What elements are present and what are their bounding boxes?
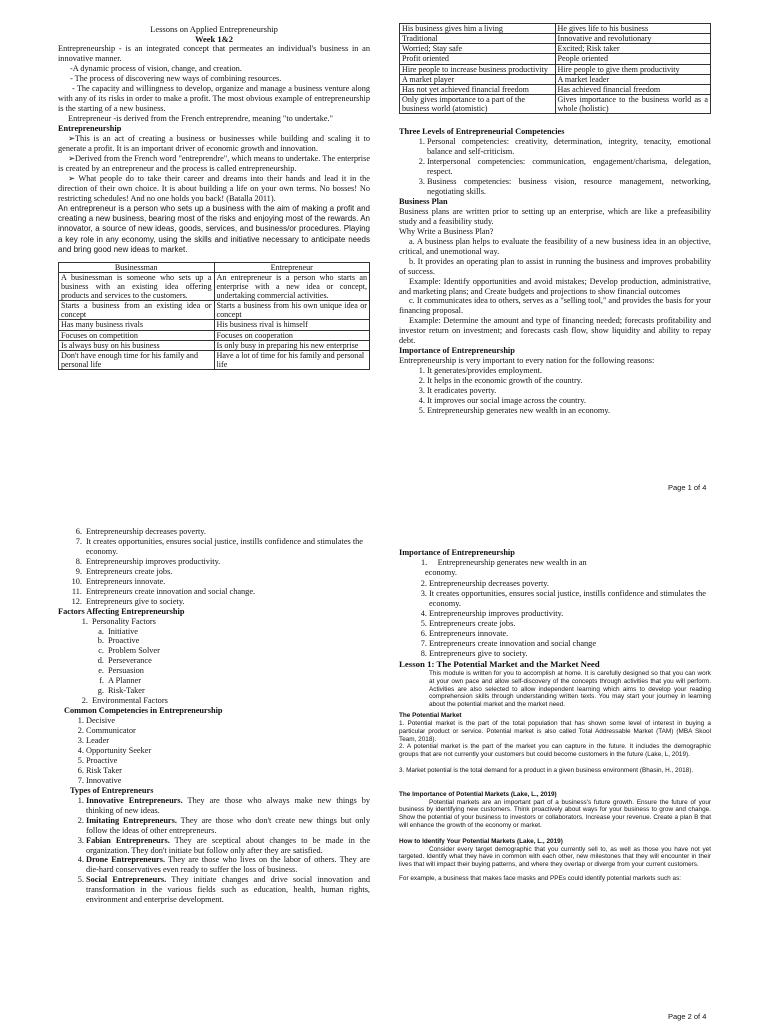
list-letter: g.	[97, 686, 104, 696]
list-item: 2. Environmental Factors	[72, 696, 370, 706]
list-item	[88, 666, 370, 676]
lesson-intro: This module is written for you to accomplish at home. It is carefully designed so that you can work at your own pace and allow self-discovery of the concepts through activities that you will perform. Activities are also selected to allow independent learning which aims to develop your reading comprehension skills through understanding written texts. You may start your journey in learning about the potential market and the market need.	[429, 670, 711, 709]
entrepreneur-derivation: Entrepreneur -is derived from the French entreprendre, meaning "to undertake."	[68, 114, 334, 124]
personality-factors-label: Personality Factors	[92, 616, 156, 626]
entrepreneurship-heading: Entrepreneurship	[58, 124, 122, 133]
list-text: Entrepreneurship decreases poverty.	[86, 527, 206, 536]
table-cell: Hire people to give them productivity	[555, 64, 711, 74]
list-text: Problem Solver	[108, 646, 160, 656]
list-text: Entrepreneurship generates new wealth in an	[437, 557, 587, 567]
business-plan-heading: Business Plan	[399, 196, 448, 206]
list-item: 2. It helps in the economic growth of the country.	[427, 376, 711, 386]
list-item	[88, 686, 370, 696]
page2-right-column	[399, 548, 711, 883]
week-label: Week 1&2	[194, 34, 233, 45]
table-row	[400, 74, 711, 84]
table-cell: Has many business rivals	[59, 320, 215, 330]
identify-markets-heading: How to Identify Your Potential Markets (Lake, L., 2019)	[399, 837, 563, 845]
list-number: 12.	[71, 596, 82, 606]
table-row	[400, 84, 711, 94]
list-item: 5. Entrepreneurship generates new wealth in an economy.	[427, 406, 711, 416]
list-item	[66, 577, 370, 587]
column-header: Businessman	[59, 262, 215, 272]
list-item: 1. It generates/provides employment.	[427, 366, 711, 376]
table-cell: His business gives him a living	[400, 24, 556, 34]
list-item: 5. Entrepreneurs create jobs.	[429, 619, 711, 629]
list-item	[88, 676, 370, 686]
why-item: a. A business plan helps to evaluate the feasibility of a new business idea in an objective, critical, and unemotional way.	[399, 236, 711, 256]
potential-market-heading: The Potential Market	[399, 712, 462, 720]
table-cell: Don't have enough time for his family and personal life	[59, 350, 215, 369]
list-number: 7.	[75, 536, 82, 546]
importance-list-continued	[58, 527, 370, 607]
importance-potential-markets-heading: The Importance of Potential Markets (Lake, L., 2019)	[399, 790, 557, 798]
list-text: Proactive	[108, 636, 140, 646]
table-cell: He gives life to his business	[555, 24, 711, 34]
lesson-title: Lessons on Applied Entrepreneurship	[150, 24, 278, 34]
list-number: 10.	[71, 576, 82, 586]
list-item	[88, 656, 370, 666]
table-row	[400, 94, 711, 113]
potential-market-item: 1. Potential market is the part of the total population that has shown some level of interest in buying a particular product or service. Potential market is also called Total Addressable Market (TAM) (MBA Skool Team, 2018).	[399, 719, 711, 743]
table-row	[59, 330, 370, 340]
list-item: 3. It creates opportunities, ensures social justice, instills confidence and stimulates the economy.	[429, 589, 711, 609]
list-text: Perseverance	[108, 656, 152, 666]
importance-heading: Importance of Entrepreneurship	[399, 346, 515, 356]
table-cell: His business rival is himself	[214, 320, 370, 330]
table-cell: Worried; Stay safe	[400, 44, 556, 54]
table-row	[400, 54, 711, 64]
factors-heading: Factors Affecting Entrepreneurship	[58, 606, 185, 616]
list-item	[66, 587, 370, 597]
table-row	[59, 340, 370, 350]
definition-item: - The capacity and willingness to develop, organize and manage a business venture along with any of its risks in order to make a profit. The most obvious example of entrepreneurship is the starting of a new business.	[58, 84, 370, 114]
list-item	[66, 557, 370, 567]
list-text: Persuasion	[108, 666, 144, 676]
list-item: 1. Personal competencies: creativity, determination, integrity, tenacity, emotional balance and self-criticism.	[427, 137, 711, 157]
table-cell: Innovative and revolutionary	[555, 34, 711, 44]
list-item	[86, 796, 370, 816]
list-item	[66, 597, 370, 607]
importance-intro: Entrepreneurship is very important to every nation for the following reasons:	[399, 356, 655, 366]
business-plan-paragraph: Business plans are written prior to setting up an enterprise, which are like a prefeasibility study and a feasibility study.	[399, 206, 711, 226]
entrepreneurship-bullet: ➢ What people do to take their career and dreams into their hands and lead it in the direction of their own choice. It is about building a life on your own terms. No bosses! No restricting schedules! And no one holds you back! (Batalla 2011).	[58, 173, 370, 203]
entrepreneurship-bullet: ➢Derived from the French word "entreprendre", which means to undertake. The enterprise is created by an entrepreneur and the process is called entrepreneurship.	[58, 153, 370, 173]
column-header: Entrepreneur	[214, 262, 370, 272]
importance-heading: Importance of Entrepreneurship	[399, 548, 515, 557]
list-text: Entrepreneurship improves productivity.	[86, 556, 221, 566]
list-item	[88, 636, 370, 646]
environmental-factors-label: Environmental Factors	[92, 696, 168, 706]
list-text: Risk-Taker	[108, 686, 145, 696]
table-row	[59, 320, 370, 330]
list-text: A Planner	[108, 676, 141, 686]
example-paragraph: For example, a business that makes face masks and PPEs could identify potential markets such as:	[399, 875, 682, 883]
entrepreneur-paragraph: An entrepreneur is a person who sets up a business with the aim of making a profit and creating a new business, bearing most of the risks and enjoying most of the rewards. An innovator, a source of new ideas, goods, services, and business/or procedures. Playing a key role in any economy, using the skills and initiative necessary to anticipate needs and bring good new ideas to market.	[58, 203, 370, 255]
why-example: Example: Determine the amount and type of financing needed; forecasts profitability and investor return on investment; and forecasts cash flow, show liquidity and ability to repay debt.	[399, 316, 711, 346]
list-item: 3. Business competencies: business vision, resource management, networking, negotiating skills.	[427, 177, 711, 197]
list-text: Entrepreneurs create innovation and social change.	[86, 586, 256, 596]
list-item	[88, 646, 370, 656]
identify-markets-paragraph: Consider every target demographic that you currently sell to, as well as those you have not yet targeted. Identify what they have in common with each other, new milestones that they will encounter in their lives that will impact their buying patterns, and where they overlap or diverge from your current customers.	[399, 845, 711, 869]
table-row	[400, 44, 711, 54]
list-letter: a.	[98, 626, 104, 636]
list-item	[86, 855, 370, 875]
table-row	[400, 64, 711, 74]
table-row	[59, 301, 370, 320]
list-item	[66, 527, 370, 537]
page1-left-column	[58, 24, 370, 370]
importance-first-item-continued: economy.	[425, 567, 457, 577]
definition-item: - The process of discovering new ways of combining resources.	[70, 74, 282, 84]
table-cell: Hire people to increase business productivity	[400, 64, 556, 74]
table-cell: Excited; Risk taker	[555, 44, 711, 54]
list-text: Entrepreneurs innovate.	[86, 576, 166, 586]
table-cell: Focuses on cooperation	[214, 330, 370, 340]
table-cell: Gives importance to the business world as a whole (holistic)	[555, 94, 711, 113]
type-name: Social Entrepreneurs.	[86, 875, 167, 885]
table-cell: A businessman is someone who sets up a business with an existing idea offering products and services to the customers.	[59, 272, 215, 300]
list-item: 6. Risk Taker	[86, 766, 370, 776]
table-cell: Has not yet achieved financial freedom	[400, 84, 556, 94]
list-item: 4. Opportunity Seeker	[86, 746, 370, 756]
type-name: Fabian Entrepreneurs.	[86, 835, 170, 845]
table-cell: Only gives importance to a part of the business world (atomistic)	[400, 94, 556, 113]
competencies-list	[58, 716, 370, 786]
table-cell: Profit oriented	[400, 54, 556, 64]
table-cell: Has achieved financial freedom	[555, 84, 711, 94]
table-cell: Traditional	[400, 34, 556, 44]
why-item: b. It provides an operating plan to assist in running the business and improves probability of success.	[399, 256, 711, 276]
page-number: Page 1 of 4	[668, 483, 707, 492]
table-cell: Starts a business from his own unique idea or concept	[214, 301, 370, 320]
list-item: 1. Decisive	[86, 716, 370, 726]
table-cell: A market leader	[555, 74, 711, 84]
list-item: 7. Innovative	[86, 776, 370, 786]
importance-list	[399, 579, 711, 659]
list-item: 2. Entrepreneurship decreases poverty.	[429, 579, 711, 589]
page-number: Page 2 of 4	[668, 1012, 707, 1021]
list-item	[86, 836, 370, 856]
factors-list	[58, 617, 370, 707]
list-item: 4. It improves our social image across the country.	[427, 396, 711, 406]
lesson-heading: Lesson 1: The Potential Market and the Market Need	[399, 659, 600, 670]
page1-right-column	[399, 23, 711, 416]
page2-left-column	[58, 527, 370, 905]
why-heading: Why Write a Business Plan?	[399, 226, 494, 236]
table-cell: Is always busy on his business	[59, 340, 215, 350]
list-number: 11.	[71, 586, 82, 596]
businessman-vs-entrepreneur-table	[58, 262, 370, 371]
list-item	[66, 567, 370, 577]
competencies-heading: Common Competencies in Entrepreneurship	[64, 706, 223, 716]
list-number: 6.	[75, 527, 82, 536]
three-levels-heading: Three Levels of Entrepreneurial Competencies	[399, 127, 565, 137]
type-name: Imitating Entrepreneurs.	[86, 815, 177, 825]
table-row	[400, 24, 711, 34]
list-item: 4. Entrepreneurship improves productivity.	[429, 609, 711, 619]
list-item: 2. Interpersonal competencies: communication, engagement/charisma, delegation, respect.	[427, 157, 711, 177]
table-cell: Focuses on competition	[59, 330, 215, 340]
types-list	[58, 796, 370, 905]
type-description: They are sceptical about changes to be made in the organization. They don't initiate but follow only after they are satisfied.	[86, 835, 371, 855]
personality-sublist	[72, 627, 370, 697]
table-cell: An entrepreneur is a person who starts an enterprise with a new idea or concept, undertaking commercial activities.	[214, 272, 370, 300]
importance-potential-markets-paragraph: Potential markets are an important part of a business's future growth. Ensure the future of your business by identifying new customers. Think proactively about ways for your business to grow and change. Show the potential of your business to investors or collaborators. Increase your revenue. Create a plan B that will enhance the growth of the economy or market.	[399, 798, 711, 830]
type-description: They initiate changes and drive social innovation and transformation in the various fields such as education, health, human rights, environment and enterprise development.	[86, 875, 370, 905]
list-number: 8.	[75, 556, 82, 566]
list-letter: b.	[97, 636, 104, 646]
potential-market-item: 3. Market potential is the total demand for a product in a given business environment (Bhasin, H., 2018).	[399, 766, 694, 774]
list-item: 3. It eradicates poverty.	[427, 386, 711, 396]
list-item	[88, 627, 370, 637]
list-item: 8. Entrepreneurs give to society.	[429, 649, 711, 659]
list-letter: c.	[98, 646, 104, 656]
table-cell: Have a lot of time for his family and personal life	[214, 350, 370, 369]
table-cell: A market player	[400, 74, 556, 84]
potential-market-item: 2. A potential market is the part of the market you can capture in the future. It includes the demographic groups that are not currently your customers but could become customers in the future (Lake, L, 2019).	[399, 743, 711, 759]
three-levels-list	[399, 137, 711, 197]
list-letter: d.	[97, 656, 104, 666]
list-item: 5. Proactive	[86, 756, 370, 766]
table-cell: Is only busy in preparing his new enterprise	[214, 340, 370, 350]
types-heading: Types of Entrepreneurs	[70, 785, 154, 795]
list-letter: e.	[98, 666, 104, 676]
list-text: Initiative	[108, 626, 138, 636]
list-text: It creates opportunities, ensures social justice, instills confidence and stimulates the economy.	[86, 536, 363, 556]
list-number: 9.	[75, 566, 82, 576]
table-cell: Starts a business from an existing idea or concept	[59, 301, 215, 320]
list-item: 1. Personality Factors	[72, 617, 370, 627]
entrepreneurship-definition: Entrepreneurship - is an integrated concept that permeates an individual's business in an innovative manner.	[58, 44, 370, 64]
why-item: c. It communicates idea to others, serves as a "selling tool," and provides the basis for your financing proposal.	[399, 296, 711, 316]
type-name: Drone Entrepreneurs.	[86, 855, 166, 865]
list-item: 7. Entrepreneurs create innovation and social change	[429, 639, 711, 649]
list-item: 2. Communicator	[86, 726, 370, 736]
list-item	[86, 875, 370, 905]
importance-first-item: 1. Entrepreneurship generates new wealth in an	[421, 557, 587, 567]
type-description: They are those who lives on the labor of others. They are die-hard conservatives even ready to suffer the loss of business.	[86, 855, 370, 875]
importance-list	[399, 366, 711, 416]
type-description: They are those who always make new things by thinking of new ideas.	[86, 795, 371, 815]
businessman-vs-entrepreneur-table-continued	[399, 23, 711, 114]
type-name: Innovative Entrepreneurs.	[86, 795, 183, 805]
entrepreneurship-bullet: ➢This is an act of creating a business or businesses while building and scaling it to generate a profit. It is an important driver of economic growth and innovation.	[58, 133, 370, 153]
table-row	[59, 272, 370, 300]
list-item	[66, 537, 370, 557]
list-item	[86, 816, 370, 836]
list-letter: f.	[99, 676, 104, 686]
definition-item: -A dynamic process of vision, change, and creation.	[70, 64, 242, 74]
list-item: 3. Leader	[86, 736, 370, 746]
type-description: They are those who don't create new things but only follow the ideas of other entrepreneurs.	[86, 815, 370, 835]
why-example: Example: Identify opportunities and avoid mistakes; Develop production, administrative, and marketing plans; and Create budgets and projections to show financial outcomes	[399, 276, 711, 296]
table-cell: People oriented	[555, 54, 711, 64]
table-header-row	[59, 262, 370, 272]
table-row	[59, 350, 370, 369]
list-text: Entrepreneurs give to society.	[86, 596, 185, 606]
list-text: Entrepreneurs create jobs.	[86, 566, 173, 576]
table-row	[400, 34, 711, 44]
list-item: 6. Entrepreneurs innovate.	[429, 629, 711, 639]
